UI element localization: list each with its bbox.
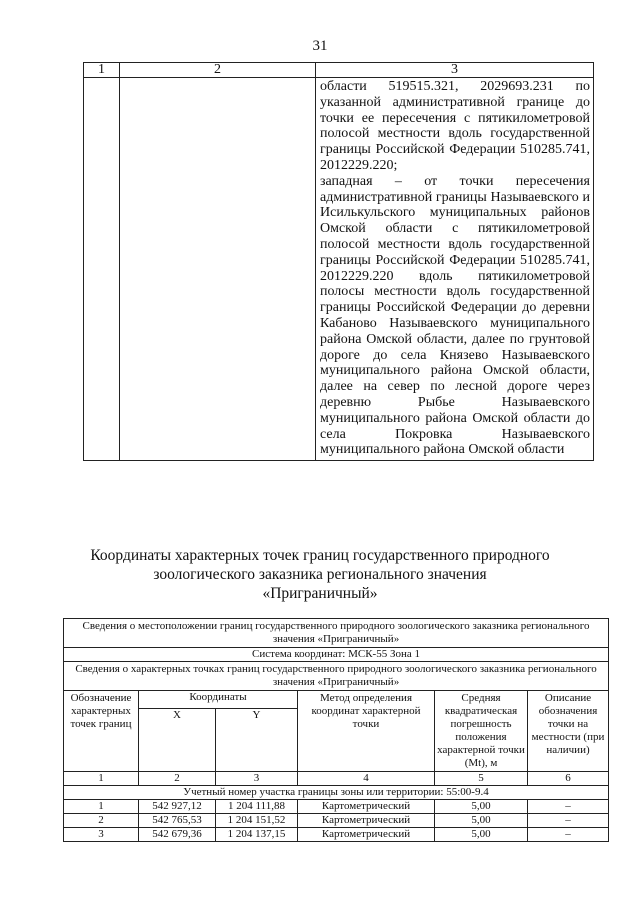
coord-y: 1 204 137,15 [216, 828, 298, 842]
section-heading [90, 546, 550, 603]
description-table-header [84, 63, 594, 78]
coord-y: 1 204 151,52 [216, 814, 298, 828]
col-method: Метод определения координат характерной точки [298, 691, 435, 772]
description-row [84, 78, 594, 461]
error-value: 5,00 [435, 828, 528, 842]
col-number: 6 [528, 772, 609, 786]
table-row [64, 800, 609, 814]
header-col-1: 1 [84, 63, 120, 78]
col-number: 2 [139, 772, 216, 786]
parcel-number-row: Учетный номер участка границы зоны или территории: 55:00-9.4 [64, 786, 609, 800]
coord-y: 1 204 111,88 [216, 800, 298, 814]
description-table [83, 62, 594, 461]
col-x: X [139, 709, 216, 772]
col-coordinates: Координаты [139, 691, 298, 709]
coord-x: 542 765,53 [139, 814, 216, 828]
coordinates-table-title: Сведения о местоположении границ государственного природного зоологического заказника регионального значения «Приграничный» [64, 619, 609, 648]
point-description: – [528, 814, 609, 828]
col-description: Описание обозначения точки на местности (при наличии) [528, 691, 609, 772]
header-col-3: 3 [316, 63, 594, 78]
error-value: 5,00 [435, 800, 528, 814]
point-number: 3 [64, 828, 139, 842]
page-number: 31 [312, 38, 328, 54]
column-numbers-row [64, 772, 609, 786]
heading-line-1: Координаты характерных точек границ государственного природного [90, 547, 550, 564]
boundary-description [316, 78, 594, 461]
boundary-paragraph-west: западная – от точки пересечения административной границы Называевского и Исилькульского муниципальных районов Омской области с пятикилометровой полосой местности вдоль государственной границы Российской Федерации 510285.741, 2012229.220 вдоль пятикилометровой полосы местности вдоль государственной границы Российской Федерации до деревни Кабаново Называевского муниципального района Омской области, далее по грунтовой дороге до села Князево Называевского муниципального района Омской области, далее на север по лесной дороге через деревню Рыбье Называевского муниципального района Омской области до села Покровка Называевского муниципального района Омской области [320, 173, 590, 458]
error-value: 5,00 [435, 814, 528, 828]
heading-line-2: зоологического заказника регионального значения [153, 566, 487, 583]
method: Картометрический [298, 814, 435, 828]
boundary-paragraph-1: области 519515.321, 2029693.231 по указанной административной границе до точки ее пересечения с пятикилометровой полосой местности вдоль государственной границы Российской Федерации 510285.741, 2012229.220; [320, 79, 590, 173]
point-description: – [528, 800, 609, 814]
point-number: 1 [64, 800, 139, 814]
coordinates-table-subtitle: Сведения о характерных точках границ государственного природного зоологического заказника регионального значения «Приграничный» [64, 662, 609, 691]
coordinate-system: Система координат: МСК-55 Зона 1 [64, 648, 609, 662]
header-col-2: 2 [120, 63, 316, 78]
method: Картометрический [298, 828, 435, 842]
col-number: 3 [216, 772, 298, 786]
coordinates-table [63, 618, 609, 842]
heading-line-3: «Приграничный» [262, 585, 378, 602]
method: Картометрический [298, 800, 435, 814]
empty-cell-2 [120, 78, 316, 461]
col-number: 1 [64, 772, 139, 786]
empty-cell-1 [84, 78, 120, 461]
col-y: Y [216, 709, 298, 772]
col-designation: Обозначение характерных точек границ [64, 691, 139, 772]
table-row [64, 814, 609, 828]
point-description: – [528, 828, 609, 842]
point-number: 2 [64, 814, 139, 828]
coord-x: 542 679,36 [139, 828, 216, 842]
coord-x: 542 927,12 [139, 800, 216, 814]
table-row [64, 828, 609, 842]
col-number: 4 [298, 772, 435, 786]
col-number: 5 [435, 772, 528, 786]
col-error: Средняя квадратическая погрешность положения характерной точки (Mt), м [435, 691, 528, 772]
